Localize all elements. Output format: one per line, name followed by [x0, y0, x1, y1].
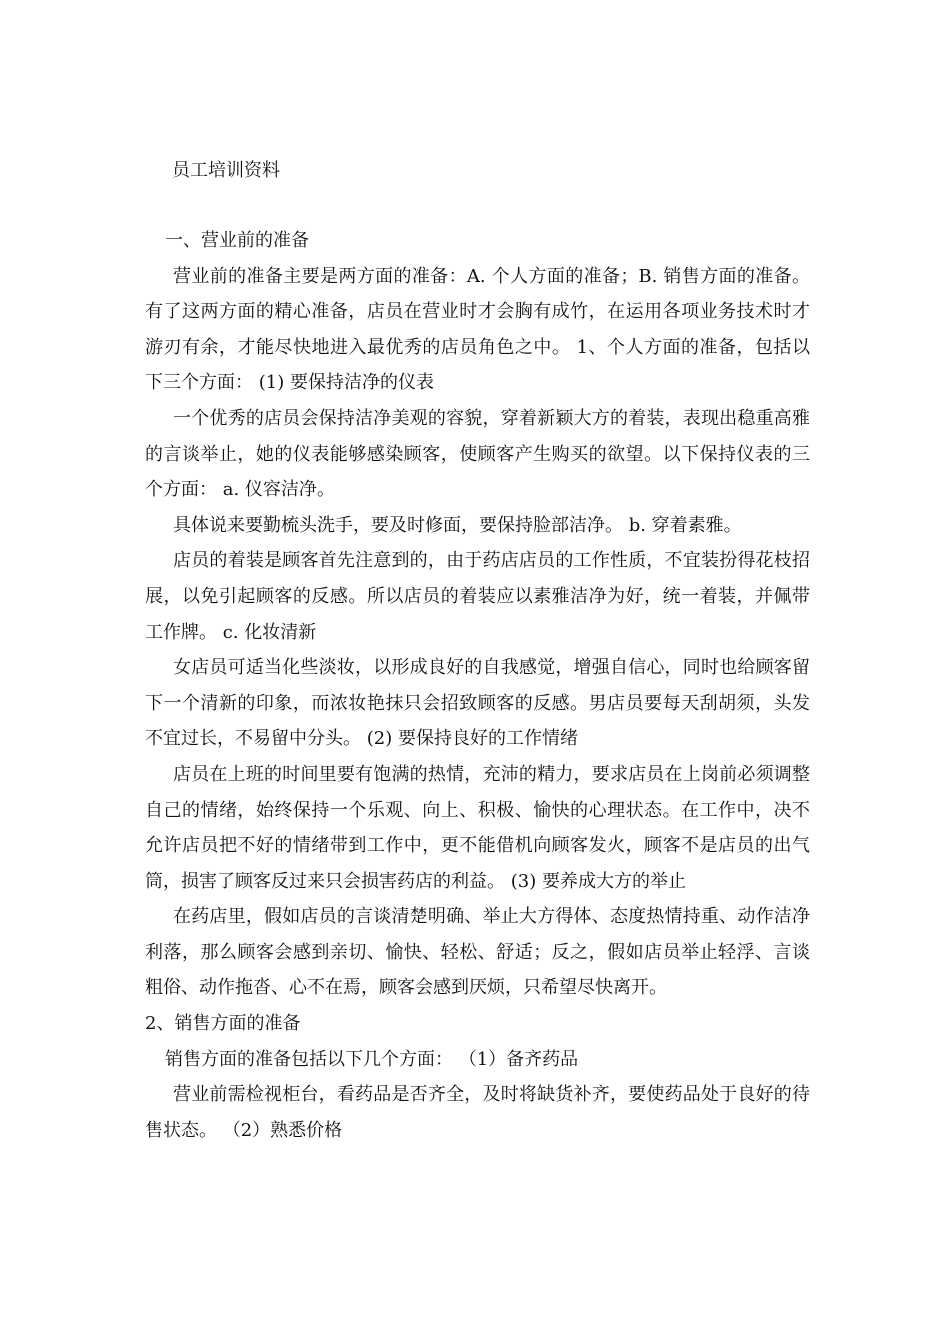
- paragraph: 具体说来要勤梳头洗手，要及时修面，要保持脸部洁净。 b. 穿着素雅。: [173, 514, 742, 536]
- paragraph: 一个优秀的店员会保持洁净美观的容貌，穿着新颖大方的着装，表现出稳重高雅的言谈举止，她的仪表能够感染顾客，使顾客产生购买的欲望。以下保持仪表的三个方面： a. 仪容洁净。: [145, 407, 810, 501]
- paragraph: 女店员可适当化些淡妆，以形成良好的自我感觉，增强自信心，同时也给顾客留下一个清新的印象，而浓妆艳抹只会招致顾客的反感。男店员要每天刮胡须，头发不宜过长，不易留中分头。 (2) 要保持良好的工作情绪: [145, 657, 810, 750]
- document-title: 员工培训资料: [172, 160, 280, 181]
- paragraph: 营业前需检视柜台，看药品是否齐全，及时将缺货补齐，要使药品处于良好的待售状态。 （2）熟悉价格: [145, 1084, 810, 1141]
- paragraph: 店员的着装是顾客首先注意到的，由于药店店员的工作性质，不宜装扮得花枝招展，以免引起顾客的反感。所以店员的着装应以素雅洁净为好，统一着装，并佩带工作牌。 c. 化妆清新: [145, 550, 810, 643]
- paragraph: 销售方面的准备包括以下几个方面： （1）备齐药品: [165, 1048, 579, 1070]
- section-heading-1: 一、营业前的准备: [165, 230, 309, 251]
- paragraph: 在药店里，假如店员的言谈清楚明确、举止大方得体、态度热情持重、动作洁净利落，那么顾客会感到亲切、愉快、轻松、舒适；反之，假如店员举止轻浮、言谈粗俗、动作拖沓、心不在焉，顾客会感到厌烦，只希望尽快离开。: [145, 906, 810, 999]
- section-heading-2: 2、销售方面的准备: [145, 1013, 301, 1035]
- paragraph: 店员在上班的时间里要有饱满的热情，充沛的精力，要求店员在上岗前必须调整自己的情绪，始终保持一个乐观、向上、积极、愉快的心理状态。在工作中，决不允许店员把不好的情绪带到工作中，更不能借机向顾客发火，顾客不是店员的出气筒，损害了顾客反过来只会损害药店的利益。 (3) 要养成大方的举止: [145, 763, 810, 892]
- paragraph: 营业前的准备主要是两方面的准备：A. 个人方面的准备；B. 销售方面的准备。有了这两方面的精心准备，店员在营业时才会胸有成竹，在运用各项业务技术时才游刃有余，才能尽快地进入最优秀的店员角色之中。 1、个人方面的准备，包括以下三个方面： (1) 要保持洁净的仪表: [145, 265, 810, 394]
- document-body: [145, 223, 810, 1148]
